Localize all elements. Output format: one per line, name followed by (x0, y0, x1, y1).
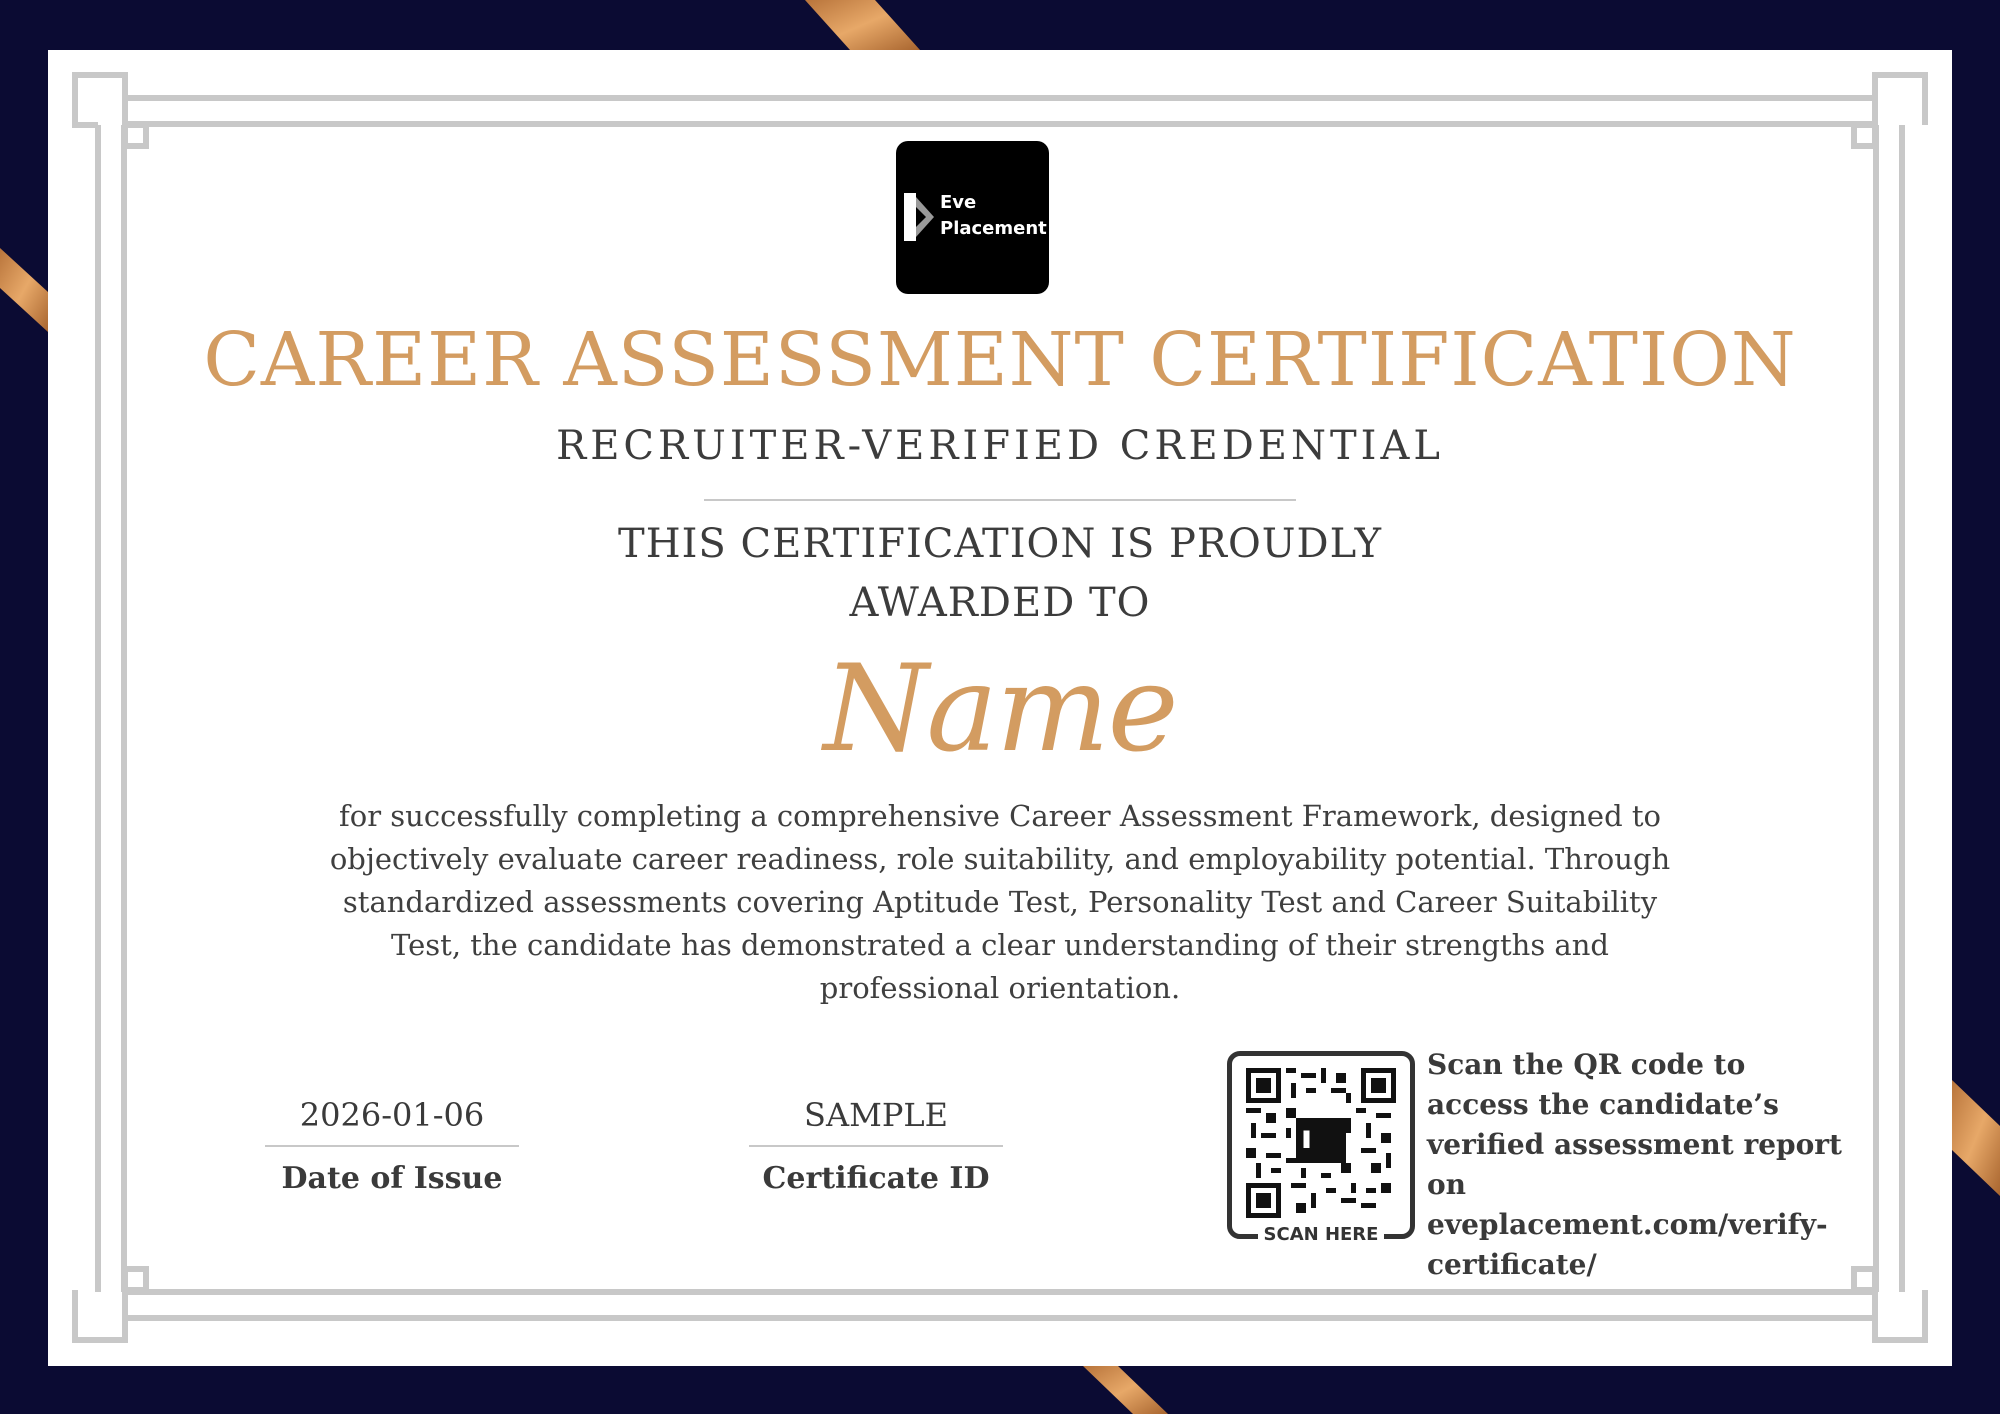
qr-caption-text: SCAN HERE (1258, 1224, 1385, 1245)
qr-code-box[interactable] (1227, 1051, 1415, 1245)
awarded-line-1: THIS CERTIFICATION IS PROUDLY (618, 521, 1382, 567)
date-value: 2026-01-06 (299, 1096, 485, 1134)
date-of-issue-field (265, 1095, 519, 1199)
certificate-description: for successfully completing a comprehensive Career Assessment Framework, designed to objectively evaluate career readiness, role suitability, and employability potential. Through standardized assessments covering Aptitude Test, Personality Test and Career Suitability Test, the candidate has demonstrated a clear understanding of their strengths and professional orientation. (329, 799, 1671, 1005)
logo-text-eve: Eve (940, 192, 977, 213)
qr-caption (1232, 1225, 1410, 1245)
awarded-to-heading (0, 515, 2000, 633)
certificate-id-label: Certificate ID (762, 1161, 990, 1196)
eve-placement-logo (896, 141, 1049, 294)
recipient-name: Name (823, 640, 1177, 779)
certificate-id-underline (749, 1145, 1003, 1147)
awarded-line-2: AWARDED TO (849, 580, 1151, 626)
date-label: Date of Issue (281, 1161, 503, 1196)
certificate-title: CAREER ASSESSMENT CERTIFICATION (203, 317, 1797, 403)
qr-code-icon (1246, 1068, 1396, 1218)
logo-mark-icon (904, 193, 938, 241)
certificate-subtitle: RECRUITER-VERIFIED CREDENTIAL (556, 423, 1444, 469)
logo-text-placement: Placement (940, 218, 1047, 239)
certificate-id-value: SAMPLE (804, 1096, 948, 1134)
date-underline (265, 1145, 519, 1147)
verification-instructions: Scan the QR code to access the candidate’s verified assessment report on eveplacement.com/verify-certificate/ (1427, 1048, 1842, 1281)
title-divider (704, 499, 1296, 501)
certificate-id-field (749, 1095, 1003, 1199)
